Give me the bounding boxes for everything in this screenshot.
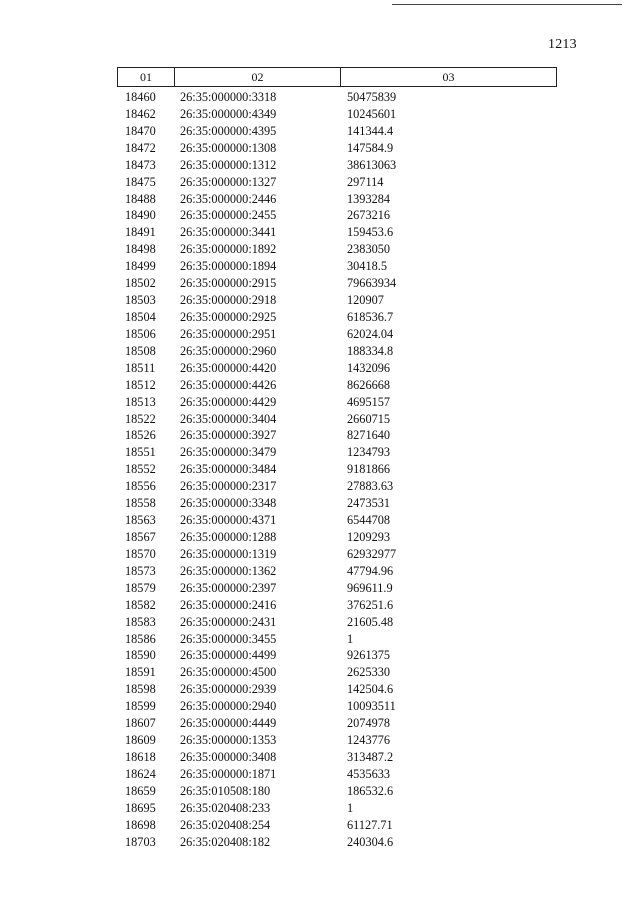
row-id-cell: 18475: [125, 174, 156, 189]
cadastral-number-cell: 26:35:000000:2951: [180, 326, 277, 341]
row-id-cell: 18624: [125, 766, 156, 781]
value-cell: 376251.6: [347, 597, 394, 612]
table-row: [0, 766, 640, 783]
value-cell: 38613063: [347, 157, 397, 172]
value-cell: 1: [347, 631, 354, 646]
table-row: [0, 106, 640, 123]
cadastral-number-cell: 26:35:000000:1288: [180, 529, 277, 544]
row-id-cell: 18551: [125, 445, 156, 460]
cadastral-number-cell: 26:35:000000:4499: [180, 648, 277, 663]
table-row: [0, 664, 640, 681]
value-cell: 297114: [347, 174, 384, 189]
table-row: [0, 411, 640, 428]
row-id-cell: 18579: [125, 580, 156, 595]
row-id-cell: 18470: [125, 123, 156, 138]
table-header: [117, 67, 557, 87]
row-id-cell: 18695: [125, 800, 156, 815]
table-row: [0, 698, 640, 715]
row-id-cell: 18488: [125, 191, 156, 206]
cadastral-number-cell: 26:35:000000:2925: [180, 309, 277, 324]
value-cell: 1: [347, 800, 354, 815]
row-id-cell: 18502: [125, 276, 156, 291]
table-row: [0, 275, 640, 292]
value-cell: 10093511: [347, 699, 396, 714]
table-row: [0, 309, 640, 326]
cadastral-number-cell: 26:35:000000:1894: [180, 259, 277, 274]
row-id-cell: 18491: [125, 225, 156, 240]
table-row: [0, 597, 640, 614]
table-row: [0, 394, 640, 411]
cadastral-number-cell: 26:35:000000:2918: [180, 293, 277, 308]
value-cell: 6544708: [347, 513, 391, 528]
row-id-cell: 18503: [125, 293, 156, 308]
row-id-cell: 18472: [125, 140, 156, 155]
value-cell: 9181866: [347, 462, 391, 477]
cadastral-number-cell: 26:35:000000:3408: [180, 749, 277, 764]
table-row: [0, 563, 640, 580]
cadastral-number-cell: 26:35:000000:1308: [180, 140, 277, 155]
table-body: [0, 89, 640, 850]
cadastral-number-cell: 26:35:000000:4371: [180, 513, 277, 528]
table-row: [0, 427, 640, 444]
table-row: [0, 614, 640, 631]
value-cell: 2673216: [347, 208, 391, 223]
value-cell: 2383050: [347, 242, 391, 257]
row-id-cell: 18590: [125, 648, 156, 663]
value-cell: 9261375: [347, 648, 391, 663]
cadastral-number-cell: 26:35:020408:233: [180, 800, 271, 815]
row-id-cell: 18513: [125, 394, 156, 409]
cadastral-number-cell: 26:35:000000:4500: [180, 665, 277, 680]
value-cell: 618536.7: [347, 309, 394, 324]
value-cell: 8626668: [347, 377, 391, 392]
table-row: [0, 715, 640, 732]
table-row: [0, 207, 640, 224]
value-cell: 188334.8: [347, 343, 394, 358]
row-id-cell: 18504: [125, 309, 156, 324]
row-id-cell: 18506: [125, 326, 156, 341]
table-row: [0, 529, 640, 546]
table-row: [0, 800, 640, 817]
table-row: [0, 89, 640, 106]
row-id-cell: 18609: [125, 733, 156, 748]
cadastral-number-cell: 26:35:000000:2455: [180, 208, 277, 223]
value-cell: 79663934: [347, 276, 397, 291]
value-cell: 2660715: [347, 411, 391, 426]
table-row: [0, 224, 640, 241]
value-cell: 120907: [347, 293, 384, 308]
row-id-cell: 18563: [125, 513, 156, 528]
row-id-cell: 18598: [125, 682, 156, 697]
table-row: [0, 326, 640, 343]
row-id-cell: 18473: [125, 157, 156, 172]
row-id-cell: 18698: [125, 817, 156, 832]
value-cell: 30418.5: [347, 259, 387, 274]
cadastral-number-cell: 26:35:000000:2939: [180, 682, 277, 697]
value-cell: 2074978: [347, 716, 391, 731]
row-id-cell: 18462: [125, 106, 156, 121]
value-cell: 50475839: [347, 90, 397, 104]
value-cell: 4695157: [347, 394, 391, 409]
table-row: [0, 546, 640, 563]
table-row: [0, 123, 640, 140]
row-id-cell: 18607: [125, 716, 156, 731]
value-cell: 62932977: [347, 546, 397, 561]
table-row: [0, 681, 640, 698]
table-row: [0, 478, 640, 495]
cadastral-number-cell: 26:35:020408:254: [180, 817, 271, 832]
value-cell: 21605.48: [347, 614, 394, 629]
row-id-cell: 18499: [125, 259, 156, 274]
header-cell-02: 02: [175, 68, 341, 86]
cadastral-number-cell: 26:35:000000:1327: [180, 174, 277, 189]
table-row: [0, 377, 640, 394]
row-id-cell: 18522: [125, 411, 156, 426]
cadastral-number-cell: 26:35:000000:2940: [180, 699, 277, 714]
cadastral-number-cell: 26:35:000000:4395: [180, 123, 277, 138]
row-id-cell: 18659: [125, 783, 156, 798]
table-row: [0, 834, 640, 851]
cadastral-number-cell: 26:35:000000:2446: [180, 191, 277, 206]
row-id-cell: 18556: [125, 479, 156, 494]
row-id-cell: 18490: [125, 208, 156, 223]
value-cell: 1234793: [347, 445, 391, 460]
top-rule: [392, 4, 622, 5]
cadastral-number-cell: 26:35:000000:3455: [180, 631, 277, 646]
table-row: [0, 580, 640, 597]
cadastral-number-cell: 26:35:000000:3404: [180, 411, 277, 426]
cadastral-number-cell: 26:35:000000:3318: [180, 90, 277, 104]
table-row: [0, 749, 640, 766]
table-row: [0, 157, 640, 174]
cadastral-number-cell: 26:35:000000:2915: [180, 276, 277, 291]
value-cell: 147584.9: [347, 140, 394, 155]
table-row: [0, 174, 640, 191]
value-cell: 61127.71: [347, 817, 393, 832]
page-number: 1213: [548, 37, 577, 52]
cadastral-number-cell: 26:35:000000:3348: [180, 496, 277, 511]
table-row: [0, 512, 640, 529]
value-cell: 2625330: [347, 665, 391, 680]
value-cell: 142504.6: [347, 682, 394, 697]
table-row: [0, 343, 640, 360]
cadastral-number-cell: 26:35:000000:3441: [180, 225, 277, 240]
cadastral-number-cell: 26:35:000000:1353: [180, 733, 277, 748]
header-cell-01: 01: [118, 68, 175, 86]
table-row: [0, 241, 640, 258]
value-cell: 1209293: [347, 529, 391, 544]
row-id-cell: 18573: [125, 563, 156, 578]
cadastral-number-cell: 26:35:000000:2960: [180, 343, 277, 358]
cadastral-number-cell: 26:35:000000:3479: [180, 445, 277, 460]
cadastral-number-cell: 26:35:000000:2317: [180, 479, 277, 494]
value-cell: 240304.6: [347, 834, 394, 849]
cadastral-number-cell: 26:35:000000:2416: [180, 597, 277, 612]
value-cell: 1243776: [347, 733, 391, 748]
row-id-cell: 18508: [125, 343, 156, 358]
row-id-cell: 18552: [125, 462, 156, 477]
cadastral-number-cell: 26:35:000000:4429: [180, 394, 277, 409]
cadastral-number-cell: 26:35:000000:2431: [180, 614, 277, 629]
cadastral-number-cell: 26:35:000000:1892: [180, 242, 277, 257]
value-cell: 47794.96: [347, 563, 394, 578]
row-id-cell: 18599: [125, 699, 156, 714]
value-cell: 159453.6: [347, 225, 394, 240]
cadastral-number-cell: 26:35:000000:1362: [180, 563, 277, 578]
value-cell: 2473531: [347, 496, 391, 511]
value-cell: 141344.4: [347, 123, 394, 138]
cadastral-number-cell: 26:35:000000:2397: [180, 580, 277, 595]
value-cell: 313487.2: [347, 749, 394, 764]
row-id-cell: 18583: [125, 614, 156, 629]
row-id-cell: 18498: [125, 242, 156, 257]
table-row: [0, 631, 640, 648]
table-row: [0, 732, 640, 749]
value-cell: 27883.63: [347, 479, 394, 494]
table-row: [0, 461, 640, 478]
row-id-cell: 18586: [125, 631, 156, 646]
value-cell: 10245601: [347, 106, 397, 121]
cadastral-number-cell: 26:35:020408:182: [180, 834, 271, 849]
cadastral-number-cell: 26:35:000000:4349: [180, 106, 277, 121]
row-id-cell: 18558: [125, 496, 156, 511]
row-id-cell: 18567: [125, 529, 156, 544]
value-cell: 62024.04: [347, 326, 394, 341]
value-cell: 969611.9: [347, 580, 393, 595]
cadastral-number-cell: 26:35:010508:180: [180, 783, 271, 798]
table-row: [0, 292, 640, 309]
table-row: [0, 783, 640, 800]
header-cell-03: 03: [442, 69, 455, 84]
row-id-cell: 18618: [125, 749, 156, 764]
cadastral-number-cell: 26:35:000000:1319: [180, 546, 277, 561]
row-id-cell: 18570: [125, 546, 156, 561]
row-id-cell: 18512: [125, 377, 156, 392]
value-cell: 1393284: [347, 191, 391, 206]
row-id-cell: 18582: [125, 597, 156, 612]
value-cell: 8271640: [347, 428, 391, 443]
cadastral-number-cell: 26:35:000000:4420: [180, 360, 277, 375]
table-row: [0, 495, 640, 512]
table-row: [0, 191, 640, 208]
cadastral-number-cell: 26:35:000000:3927: [180, 428, 277, 443]
cadastral-number-cell: 26:35:000000:3484: [180, 462, 277, 477]
row-id-cell: 18703: [125, 834, 156, 849]
table-row: [0, 360, 640, 377]
table-row: [0, 647, 640, 664]
row-id-cell: 18526: [125, 428, 156, 443]
value-cell: 4535633: [347, 766, 391, 781]
value-cell: 186532.6: [347, 783, 394, 798]
row-id-cell: 18591: [125, 665, 156, 680]
cadastral-number-cell: 26:35:000000:4449: [180, 716, 277, 731]
table-row: [0, 817, 640, 834]
row-id-cell: 18511: [125, 360, 156, 375]
value-cell: 1432096: [347, 360, 391, 375]
table-row: [0, 444, 640, 461]
row-id-cell: 18460: [125, 90, 156, 104]
cadastral-number-cell: 26:35:000000:1312: [180, 157, 277, 172]
table-row: [0, 140, 640, 157]
cadastral-number-cell: 26:35:000000:1871: [180, 766, 277, 781]
table-row: [0, 258, 640, 275]
cadastral-number-cell: 26:35:000000:4426: [180, 377, 277, 392]
